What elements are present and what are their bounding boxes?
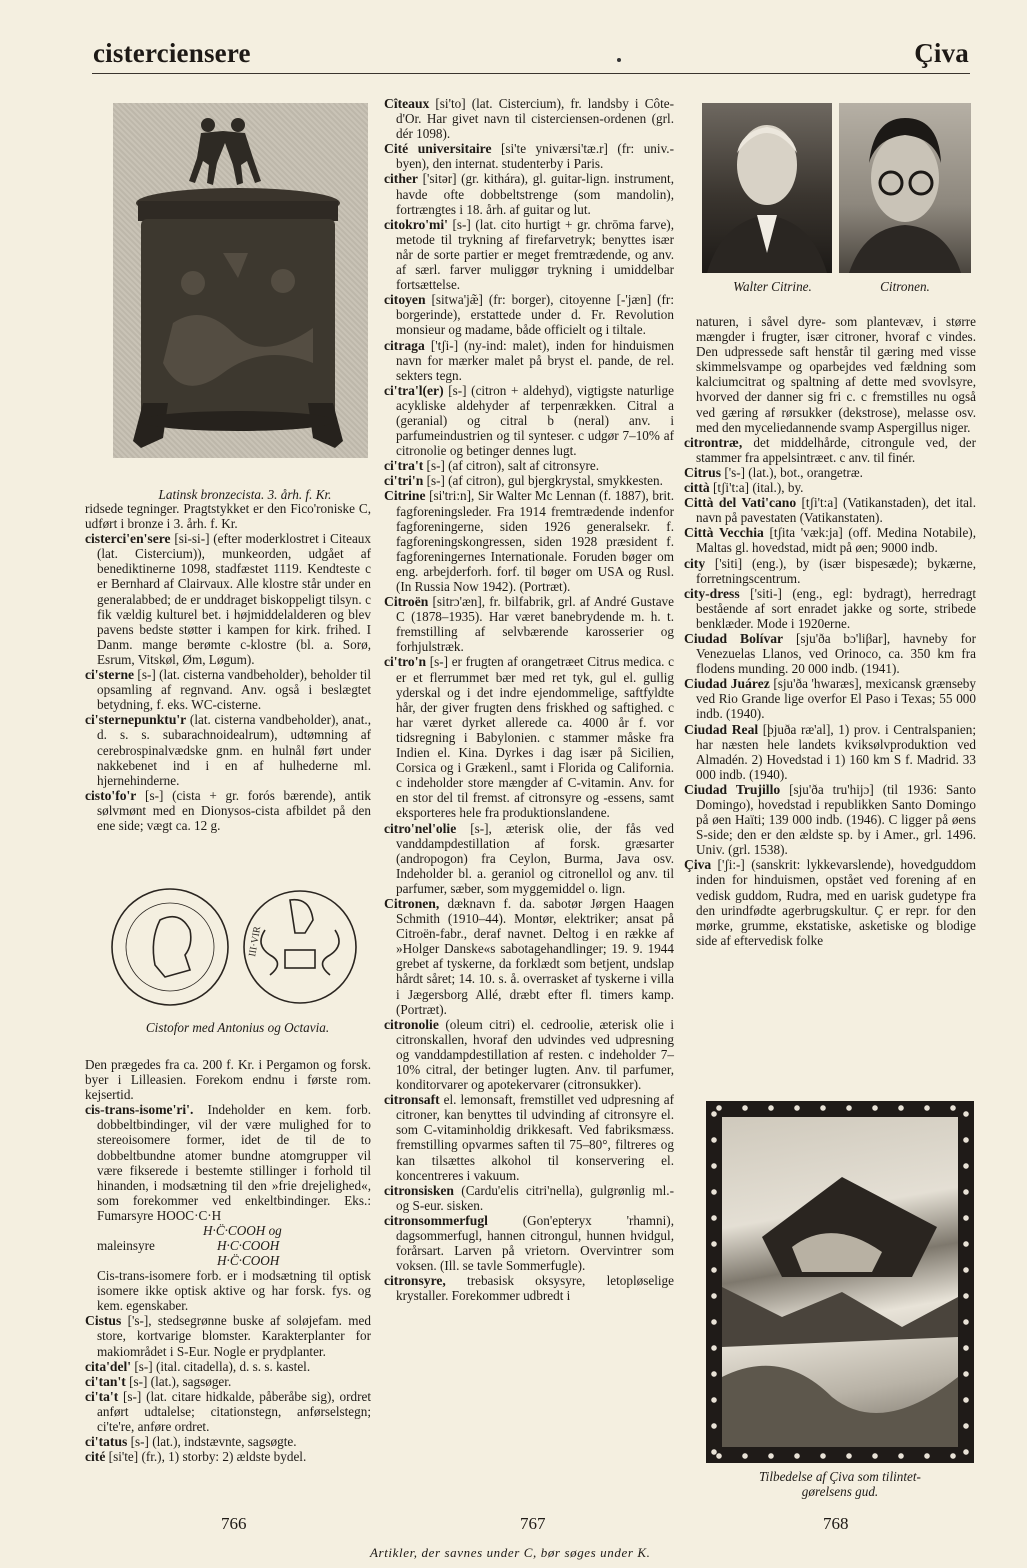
definition: [sitrɔ'æn], fr. bilfabrik, grl. af André Gustave C (1878–1935). Har været banebrydende m. h. t. fremstilling af selvbærende karosserier og forhjulstræk. [396,594,674,655]
border-dots-right [961,1101,971,1463]
headword: ci'tro'n [384,654,427,670]
header-rule [92,73,970,74]
definition: [si'te] (fr.), 1) storby: 2) ældste bydel. [105,1449,307,1465]
civa-worship-illustration [706,1101,974,1463]
headword: ci'tatus [85,1434,128,1450]
entry [384,217,674,292]
entry [384,338,674,383]
definition: (Cardu'elis citri'nella), gulgrønlig ml.- og S-eur. sisken. [396,1182,674,1213]
page-number-left: 766 [221,1514,247,1533]
definition: [þjuða ræ'al], 1) prov. i Centralspanien; har næsten hele landets kviksølvproduktion ved Almadén. 2) Hovedstad i 1) 160 km S f. Madrid. 33 000 indb. (1940). [696,721,976,782]
definition: ['s-], stedsegrønne buske af soløjefam. med store, kortvarige blomster. Karakterplanter for makiområdet i S-Eur. Nogle er prydplanter. [97,1313,371,1359]
border-dots-top [706,1103,974,1113]
border-dots-left [709,1101,719,1463]
page-number-middle: 767 [520,1514,546,1533]
entry [384,488,674,594]
entry [384,594,674,654]
headword: Cîteaux [384,96,430,111]
definition: [s-] (lat.), indstævnte, sagsøgte. [127,1434,297,1450]
headword: Ciudad Real [684,721,759,737]
page-number-right: 768 [823,1514,849,1533]
portrait-citronen [839,103,971,273]
entry [684,857,976,948]
definition: ['tʃi-] (ny-ind: malet), inden for hinduismen navn for mærker malet på bryst el. pande, de rel. sekters tegn. [396,337,674,383]
definition: Indeholder en kem. forb. dobbeltbindinger, vil der være mulighed for to stereoisomere former, idet de til de to dobbeltbundne atomer bundne atomgrupper vil være fikserede i bestemte stillinger i forhold til hinanden, i modsætning til den »frie drejelighed«, som forekommer ved enkeltbindinger. Eks.: Fumarsyre HOOC·C·H [97,1102,371,1223]
definition: trebasisk oksysyre, letopløselige krystaller. Forekommer udbredt i [396,1273,674,1304]
definition: det middelhårde, citrongule ved, der stammer fra appelsintræet. c anv. til finér. [696,434,976,465]
definition: [si'to] (lat. Cistercium), fr. landsby i Côte-d'Or. Har givet navn til cisterciensen-ordenen (grl. dér 1098). [396,96,674,142]
headword: citrontræ, [684,434,743,450]
headword: Citrus [684,464,722,480]
entry [85,1449,371,1464]
cista-bronze-illustration [113,103,368,458]
headword: Citronen, [384,895,440,911]
entry [85,1313,371,1358]
entry [684,525,976,555]
person-portrait-icon [702,103,832,273]
coins-caption: Cistofor med Antonius og Octavia. [145,1020,330,1035]
svg-text:III·VIR: III·VIR [247,925,264,958]
guideword-right: Çiva [914,38,969,68]
entry [85,1102,371,1223]
headword: cita'del' [85,1358,132,1374]
entry [85,712,371,787]
entry [384,292,674,337]
mountain-scene-icon [722,1117,958,1447]
headword: Ciudad Trujillo [684,781,781,797]
entry [85,1374,371,1389]
entry [384,1017,674,1092]
definition: [sju'ða tru'hijɔ] (til 1936: Santo Domingo), hovedstad i republikken Santo Domingo på øen Haïti; 139 000 indb. (1946). C ligger på øens S-side; den er den ældste sp. by i Amer., grl. 1496. Univ. (grl. 1538). [696,781,976,858]
portrait-caption-right: Citronen. [880,279,930,294]
entry [684,676,976,721]
coins-icon [105,885,365,1010]
entry [85,788,371,833]
definition: [s-], æterisk olie, der fås ved vanddampdestillation af forsk. græsarter (andropogon) fra Ceylon, Burma, Java osv. Indeholder bl. a. geraniol og citronellol og anv. til parfumer, sæber, som myggemiddel o. lign. [396,820,674,896]
entry [85,1389,371,1434]
headword: ci'tri'n [384,473,424,489]
headword: citraga [384,337,425,353]
guideword-left: cisterciensere [93,38,251,68]
entry [384,654,674,820]
definition: [si'te yniværsi'tæ.r] (fr: univ.-byen), den internat. studenterby i Paris. [396,141,674,172]
headword: ci'sternepunktu'r [85,712,187,728]
headword: citro'nel'olie [384,820,457,836]
chem-formula-line: maleinsyre H·C·COOH [97,1238,280,1254]
definition: [tʃita 'væk:ja] (off. Medina Notabile), Maltas gl. hovedstad, midt på øen; 9000 indb. [696,525,976,556]
entry [384,458,674,473]
chem-formula-line: H·C̈·COOH [217,1253,280,1269]
headword: ci'ta't [85,1388,119,1404]
headword: ci'tra'l(er) [384,382,444,398]
headword: city-dress [684,585,740,601]
column-1-bottom [85,1057,371,1464]
definition: dæknavn f. da. sabotør Jørgen Haagen Schmith (1910–44). Montør, elektriker; ansat på Citroën-fabr., deraf navnet. Deltog i en række af »Holger Danske«s sabotagehandlinger; 19. 9. 1944 grebet af tyskerne, da forklædt som betjent, undslap hårdt såret; 14. 10. s. å. overrasket af tyskerne i villa i Jægersborg Allé, dræbt efter fl. timers kamp. (Portræt). [396,895,674,1017]
definition: [s-] (lat. cito hurtigt + gr. chrōma farve), metode til trykning af firefarvetryk; benyttes især når de sorte partier er meget fremtrædende, og anv. af særl. farver muliggør trykning i umiddelbar fortsættelse. [396,216,674,293]
cista-caption: Latinsk bronzecista. 3. årh. f. Kr. [158,487,332,502]
continuation-text: ridsede tegninger. Pragtstykket er den Fico'roniske C, udført i bronze i 3. årh. f. Kr. [85,501,371,532]
entry [85,531,371,667]
footer-note: Artikler, der savnes under C, bør søges under K. [370,1545,651,1560]
column-3 [684,314,976,948]
definition: [tʃi't:a] (ital.), by. [709,480,804,496]
definition: [sju'ða 'hwaræs], mexicansk grænseby ved Rio Grande lige overfor El Paso i Texas; 55 000 indb. (1940). [696,676,976,722]
entry [684,465,976,480]
cistophorus-coins-illustration [105,885,365,1010]
column-2 [384,96,674,1304]
entry [384,141,674,171]
headword: citronsyre, [384,1273,446,1289]
headword: cité [85,1449,106,1465]
definition: [sitwa'jæ̃] (fr: borger), citoyenne [-'jæn] (fr: borgerinde), erstattede under d. Fr. Revolution monsieur og madame, både officielt og i tiltale. [396,292,674,338]
entry [684,631,976,676]
entry [384,96,674,141]
entry [384,473,674,488]
headword: cither [384,171,418,187]
headword: Ciudad Bolívar [684,630,784,646]
chem-formula-line: H·C̈·COOH og [203,1223,282,1239]
entry [684,435,976,465]
definition: el. lemonsaft, fremstillet ved udpresning af citroner, kan benyttes til udvinding af citronsyre el. som C-vitaminholdig drikkesaft. Ved fabriksmæss. fremstilling opvarmes saften til 75–80°, filtreres og kan tilsættes alkohol til konservering el. koncentreres i vakuum. [396,1092,674,1183]
illustration-scene [722,1117,958,1447]
continuation-text: naturen, i såvel dyre- som plantevæv, i større mængder i frugter, især citroner, hvoraf c vindes. Den udpressede saft henstår til gæring med visse skimmelsvampe og oparbejdes ved fældning som kalciumcitrat og spaltning af dette med svovlsyre, hvorved der danner sig fri c. c fremstilles nu også ved gæring af rørsukker (dekstrose), melasse osv. med den myceliedannende svamp Aspergillus niger. [696,314,976,435]
headword: Citroën [384,594,429,610]
headword: citronsisken [384,1182,454,1198]
border-dots-bottom [706,1451,974,1461]
headword: Città del Vati'cano [684,495,797,511]
definition: [s-] (af citron), salt af citronsyre. [423,458,600,474]
entry [684,495,976,525]
cista-vessel-icon [113,103,368,458]
entry [684,556,976,586]
entry [384,1092,674,1183]
headword: Cistus [85,1313,122,1329]
entry [85,667,371,712]
headword: città [684,480,710,496]
definition: ['siti] (eng.), by (især bispesæde); bykærne, forretningscentrum. [696,555,976,586]
entry [684,722,976,782]
entry [384,1183,674,1213]
headword: citoyen [384,292,426,308]
headword: cisto'fo'r [85,787,137,803]
definition: [sju'ða bɔ'liβar], havneby for Venezuelas Llanos, ved Orinoco, ca. 350 km fra flodens munding. 20 000 indb. (1941). [696,630,977,677]
definition: [s-] er frugten af orangetræet Citrus medica. c er et flerrummet bær med ret tyk, gul el. gullig yderskal og i det indre ejendommelige, saftfyldte hår, der giver frugten dens friskhed og saftighed. c har været dyrket allerede ca. 4000 år f. vor tidsregning i Babylonien. c stammer måske fra Indien el. Kina. Dyrkes i dag især på Sicilien, Corsica og i Grækenl., samt i Florida og California. c indeholder store mængder af C-vitamin. Anv. for en stor del til fremst. af citronsyre og -essens, samt eksporteres hele fra produktionslandene. [396,654,674,821]
entry [384,1273,674,1303]
headword: citronsaft [384,1092,440,1108]
entry [384,1213,674,1273]
headword: Ciudad Juárez [684,676,770,692]
definition: [s-] (cista + gr. forós bærende), antik sølvmønt med en Dionysos-cista afbildet på den ene side; vægt ca. 12 g. [97,787,371,833]
definition: [tʃi't:a] (Vatikanstaden), det ital. navn på pavestaten (Vatikanstaten). [696,495,976,526]
person-portrait-icon [839,103,971,273]
headword: citronolie [384,1016,439,1032]
entry [384,171,674,216]
headword: Çiva [684,857,712,873]
headword: ci'sterne [85,667,135,683]
definition: (oleum citri) el. cedroolie, æterisk olie i citronskallen, hvoraf den udvindes ved udpresning og vanddampdestillation af resten. c indeholder 7–10% citral, der betinger lugten. Anv. til parfumer, konditorvarer og apotekervarer (citronsukker). [396,1016,674,1093]
headword: Citrine [384,488,426,504]
definition: (lat. cisterna vandbeholder), anat., d. s. s. subarachnoidealrum), udtømning af cerebrospinalvædske gnm. en hulnål ført under nakkebenet ind i en af hulhederne ml. hjernehinderne. [97,712,371,788]
entry [684,586,976,631]
headword: ci'tra't [384,458,424,474]
definition: ['s-] (lat.), bot., orangetræ. [721,464,863,480]
column-1-top [85,501,371,833]
definition: ['siti-] (eng., egl: bydragt), herredragt bestående af sort enradet jakke og sorte, stribede benklæder. Mode i 1920erne. [696,585,976,631]
entry [85,1434,371,1449]
definition: [s-] (lat. citare hidkalde, påberåbe sig), ordret anført udtalelse; citationstegn, anførselstegn; ci'te're, anføre ordret. [97,1388,371,1434]
definition: [s-] (lat. cisterna vandbeholder), beholder til opsamling af regnvand. Anv. også i beslægtet betydning, f. eks. WC-cisterne. [97,667,371,713]
portrait-caption-left: Walter Citrine. [733,279,812,294]
definition: ['sitər] (gr. kithára), gl. guitar-lign. instrument, havde ofte dobbeltstrenge (som mandolin), fortrængtes i 18. årh. af guitar og lut. [396,171,674,217]
header-ornament-dot [617,58,621,62]
entry [684,480,976,495]
headword: ci'tan't [85,1373,126,1389]
entry [684,782,976,857]
entry [384,821,674,896]
headword: citokro'mi' [384,216,448,232]
entry [384,896,674,1017]
definition: ['ʃi:-] (sanskrit: lykkevarslende), hovedguddom inden for hinduismen, opstået ved forening af en vedisk guddom, Rudra, med en uarisk gudetype fra den urindfødte agerbrugskultur. Ç er repr. for den mørke, grumme, ekstatiske, asketiske og blodige side af eftervedisk folke [696,857,976,948]
definition: [s-] (citron + aldehyd), vigtigste naturlige acykliske aldehyder af terpenrækken. Citral a (geranial) og citral b (neral) anv. i parfumeindustrien og til synteser. c udgør 7–10% af citronolie og betinger dennes lugt. [396,382,674,459]
definition: [si-si-] (efter moderklostret i Citeaux (lat. Cistercium)), munkeorden, udgået af benediktinerne 1098, stadfæstet 1119. Kendteste c er Bernhard af Clairvaux. Alle klostre står under en generalabbed; de er unddraget biskoppeligt tilsyn. c fik vældig kulturel bet. i højmiddelalderen og blev pavens bedste støtter i kampen for kirk. frihed. I Danm. mange berømte c-klostre (bl. a. Sorø, Esrum, Vitskøl, Øm, Løgum). [97,531,371,667]
continuation-text: Den prægedes fra ca. 200 f. Kr. i Pergamon og forsk. byer i Lilleasien. Forekom endnu i første rom. kejsertid. [85,1057,371,1103]
entry [384,383,674,458]
headword: city [684,555,706,571]
headword: cisterci'en'sere [85,531,171,547]
definition: (Gon'epteryx 'rhamni), dagsommerfugl, hannen citrongul, hunnen hvidgul, forårsart. Larven på vrietorn. Overvintrer som voksen. (Ill. se tavle Sommerfugle). [396,1212,674,1274]
civa-caption: Tilbedelse af Çiva som tilintet- gørelsens gud. [759,1469,921,1499]
definition: [s-] (lat.), sagsøger. [125,1373,232,1389]
headword: Cité universitaire [384,141,492,157]
definition: [s-] (ital. citadella), d. s. s. kastel. [131,1358,311,1374]
continuation-text: Cis-trans-isomere forb. er i modsætning til optisk isomere ikke optisk aktive og har forsk. fys. og kem. egenskaber. [97,1268,371,1314]
definition: [s-] (af citron), gul bjergkrystal, smykkesten. [423,473,663,489]
entry [85,1359,371,1374]
headword: Città Vecchia [684,525,764,541]
headword: cis-trans-isome'ri'. [85,1102,194,1118]
portrait-walter-citrine [702,103,832,273]
definition: [si'tri:n], Sir Walter Mc Lennan (f. 1887), brit. fagforeningsleder. Fra 1914 fremtrædende indenfor fagforeningerne, siden 1926 generalsekr. f. fagforeningskongressen, siden 1928 præsident f. fagforeningernes Internationale. Foruden bøger om eng. arbejderforh. forf. til bøger om USA og Rusl. (In Russia Now 1942). (Portræt). [396,488,674,594]
headword: citronsommerfugl [384,1212,488,1228]
